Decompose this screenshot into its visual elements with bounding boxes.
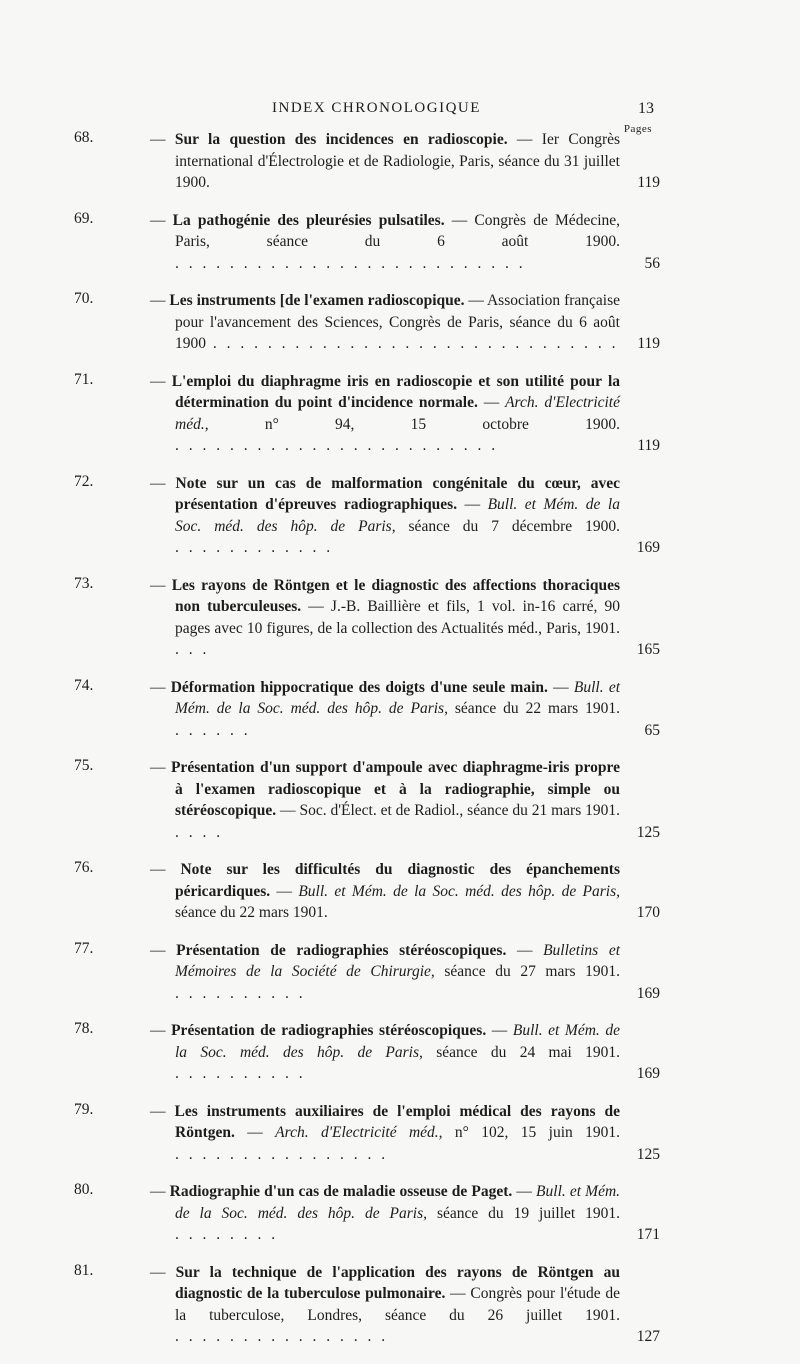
entry-page-ref: 125 — [636, 1145, 660, 1163]
pages-column-label: Pages — [623, 123, 652, 135]
entry-text — [150, 1101, 620, 1166]
entry-dash: — — [150, 1102, 166, 1120]
entry-publication: Arch. d'Electricité méd., — [175, 394, 620, 433]
entry-item — [74, 473, 660, 559]
entry-text — [150, 1181, 620, 1246]
entry-number: 76. — [74, 859, 94, 876]
entry-text — [150, 859, 620, 924]
entry-dash: — — [150, 941, 166, 959]
entry-page-ref: 169 — [636, 984, 660, 1002]
entry-item — [74, 290, 660, 355]
entry-title: Présentation de radiographies stéréoscopiques. — [171, 1022, 487, 1039]
entry-title: Les instruments [de l'examen radioscopique. — [169, 292, 465, 309]
entry-title: Sur la question des incidences en radioscopie. — [174, 131, 508, 148]
entry-number: 73. — [74, 574, 94, 592]
entry-page-ref: 119 — [637, 437, 660, 454]
entry-leader: . . . . . . . . . . . . . . . . . . . . . . . . . . — [175, 254, 526, 272]
entry-details: Congrès pour l'étude de la tuberculose, Londres, séance du 26 juillet 1901. — [175, 1285, 620, 1324]
entry-number: 69. — [74, 209, 94, 227]
entry-text — [150, 210, 620, 275]
entry-dash: — — [150, 861, 166, 878]
entry-number: 72. — [74, 472, 94, 490]
entry-list — [74, 129, 660, 1364]
entry-page-ref: 169 — [636, 539, 660, 556]
entry-dash: — — [150, 292, 166, 309]
entry-leader: . . . . — [175, 823, 224, 841]
entry-leader: . . . . . . . . . . . . . . . . . . . . . . . . — [175, 437, 499, 454]
entry-leader: . . . . . . . . . . . . . . . . . . . . . . . . . . . . . . — [206, 335, 619, 352]
entry-text — [150, 575, 620, 661]
entry-page-ref: 119 — [637, 174, 660, 191]
entry-dash: — — [150, 131, 166, 148]
entry-publication: Bull. et Mém. de la Soc. méd. des hôp. de Paris, — [175, 1022, 621, 1061]
entry-leader: . . . . . . . . . . — [175, 1065, 306, 1082]
entry-item — [74, 1262, 660, 1348]
entry-title: L'emploi du diaphragme iris en radioscopie et son utilité pour la détermination du point d'incidence normale. — [171, 372, 621, 411]
entry-details: Ier Congrès international d'Électrologie et de Radiologie, Paris, séance du 31 juillet 1900. — [175, 131, 621, 191]
entry-leader: . . . . . . . . . . — [175, 984, 306, 1002]
entry-text — [150, 371, 620, 457]
entry-text — [150, 940, 620, 1005]
entry-number: 77. — [74, 939, 94, 957]
entry-title: Radiographie d'un cas de maladie osseuse de Paget. — [169, 1183, 513, 1200]
entry-title: Note sur un cas de malformation congénitale du cœur, avec présentation d'épreuves radiographiques. — [175, 474, 621, 513]
entry-leader: . . . . . . . . . . . . . . . . — [175, 1145, 389, 1163]
entry-item — [74, 575, 660, 661]
entry-separator: — — [506, 941, 544, 959]
entry-details: séance du 19 juillet 1901. — [427, 1204, 620, 1222]
entry-title: Présentation d'un support d'ampoule avec diaphragme-iris propre à l'examen radioscopique et à la radiographie, simple ou stéréoscopique. — [170, 759, 620, 819]
entry-dash: — — [150, 211, 166, 229]
entry-publication: Bull. et Mém. de la Soc. méd. des hôp. de Paris, — [175, 496, 620, 535]
entry-number: 79. — [74, 1100, 94, 1118]
entry-page-ref: 171 — [636, 1226, 660, 1243]
running-head — [0, 100, 800, 135]
entry-leader: . . . — [175, 641, 210, 658]
entry-leader: . . . . . . . . . . . . — [175, 539, 334, 556]
entry-separator: — — [301, 598, 331, 615]
entry-number: 71. — [74, 370, 94, 388]
entry-dash: — — [150, 1263, 166, 1281]
entry-separator: — — [512, 1183, 537, 1200]
entry-separator: — — [547, 678, 574, 696]
entry-title: Présentation de radiographies stéréoscopiques. — [176, 941, 507, 959]
entry-number: 70. — [74, 290, 94, 307]
entry-dash: — — [150, 678, 166, 696]
entry-separator: — — [276, 802, 300, 819]
entry-text — [150, 290, 620, 355]
entry-number: 81. — [74, 1261, 94, 1279]
entry-details: séance du 22 mars 1901. — [447, 700, 620, 717]
entry-separator: — — [464, 292, 487, 309]
entry-details: séance du 22 mars 1901. — [175, 904, 328, 921]
entry-title: Déformation hippocratique des doigts d'une seule main. — [170, 678, 548, 696]
entry-page-ref: 119 — [637, 335, 660, 352]
entry-text — [150, 473, 620, 559]
entry-page-ref: 165 — [636, 641, 660, 658]
entry-leader: . . . . . . . . . . . . . . . . — [175, 1328, 389, 1345]
entry-item — [74, 677, 660, 742]
entry-number: 74. — [74, 676, 94, 694]
entry-details: séance du 24 mai 1901. — [422, 1043, 621, 1061]
entry-publication: Arch. d'Electricité méd., — [275, 1124, 443, 1141]
entry-item — [74, 859, 660, 924]
entry-publication: Bulletins et Mémoires de la Société de Chirurgie, — [175, 941, 621, 980]
entry-item — [74, 371, 660, 457]
entry-text — [150, 1020, 620, 1085]
running-title: INDEX CHRONOLOGIQUE — [272, 100, 481, 116]
entry-dash: — — [150, 759, 166, 776]
entry-item — [74, 940, 660, 1005]
entry-dash: — — [150, 1183, 166, 1200]
entry-item — [74, 1181, 660, 1246]
entry-separator: — — [270, 882, 299, 900]
entry-dash: — — [150, 372, 166, 390]
entry-item — [74, 1020, 660, 1085]
entry-title: Sur la technique de l'application des rayons de Röntgen au diagnostic de la tuberculose pulmonaire. — [175, 1263, 620, 1302]
entry-page-ref: 170 — [636, 904, 660, 921]
entry-text — [150, 129, 620, 194]
entry-separator: — — [457, 496, 488, 513]
entry-number: 78. — [74, 1020, 94, 1037]
entry-item — [74, 757, 660, 843]
entry-separator: — — [444, 211, 475, 229]
entry-title: Les rayons de Röntgen et le diagnostic des affections thoraciques non tuberculeuses. — [171, 576, 620, 615]
entry-publication: Bull. et Mém. de la Soc. méd. des hôp. de Paris, — [298, 882, 620, 900]
entry-page-ref: 169 — [636, 1065, 660, 1082]
entry-details: Congrès de Médecine, Paris, séance du 6 août 1900. — [175, 211, 621, 250]
entry-separator: — — [507, 131, 542, 148]
entry-leader: . . . . . . . . — [175, 1226, 279, 1243]
entry-details: séance du 7 décembre 1900. — [395, 517, 620, 535]
entry-publication: Bull. et Mém. de la Soc. méd. des hôp. de Paris, — [175, 1183, 621, 1222]
entry-publication: Bull. et Mém. de la Soc. méd. des hôp. de Paris, — [175, 678, 620, 717]
entry-details: Association française pour l'avancement des Sciences, Congrès de Paris, séance du 6 août 1900 — [175, 292, 620, 352]
entry-title: Les instruments auxiliaires de l'emploi médical des rayons de Röntgen. — [174, 1102, 620, 1141]
entry-details: séance du 27 mars 1901. — [434, 963, 621, 980]
entry-page-ref: 65 — [644, 721, 660, 739]
entry-dash: — — [150, 474, 166, 492]
entry-separator: — — [445, 1285, 471, 1302]
entry-text — [150, 1262, 620, 1348]
entry-details: J.-B. Baillière et fils, 1 vol. in-16 carré, 90 pages avec 10 figures, de la collection des Actualités méd., Paris, 1901. — [175, 598, 621, 637]
entry-number: 75. — [74, 757, 94, 774]
entry-number: 68. — [74, 129, 94, 146]
entry-item — [74, 1101, 660, 1166]
entry-details: n° 94, 15 octobre 1900. — [208, 415, 620, 433]
entry-text — [150, 757, 620, 843]
entry-title: Note sur les difficultés du diagnostic des épanchements péricardiques. — [175, 861, 621, 900]
entry-separator: — — [486, 1022, 513, 1039]
page-number: 13 — [638, 100, 654, 117]
entry-page-ref: 56 — [644, 254, 660, 272]
entry-item — [74, 210, 660, 275]
entry-details: Soc. d'Élect. et de Radiol., séance du 21 mars 1901. — [299, 802, 621, 819]
entry-separator: — — [477, 394, 506, 411]
entry-page-ref: 127 — [636, 1328, 660, 1345]
entry-page-ref: 125 — [636, 823, 660, 841]
entry-details: n° 102, 15 juin 1901. — [442, 1124, 621, 1141]
entry-leader: . . . . . . — [175, 721, 251, 739]
entry-title: La pathogénie des pleurésies pulsatiles. — [172, 211, 445, 229]
entry-item — [74, 129, 660, 194]
entry-number: 80. — [74, 1181, 94, 1198]
entry-separator: — — [234, 1124, 276, 1141]
entry-dash: — — [150, 576, 166, 594]
entry-text — [150, 677, 620, 742]
entry-dash: — — [150, 1022, 166, 1039]
